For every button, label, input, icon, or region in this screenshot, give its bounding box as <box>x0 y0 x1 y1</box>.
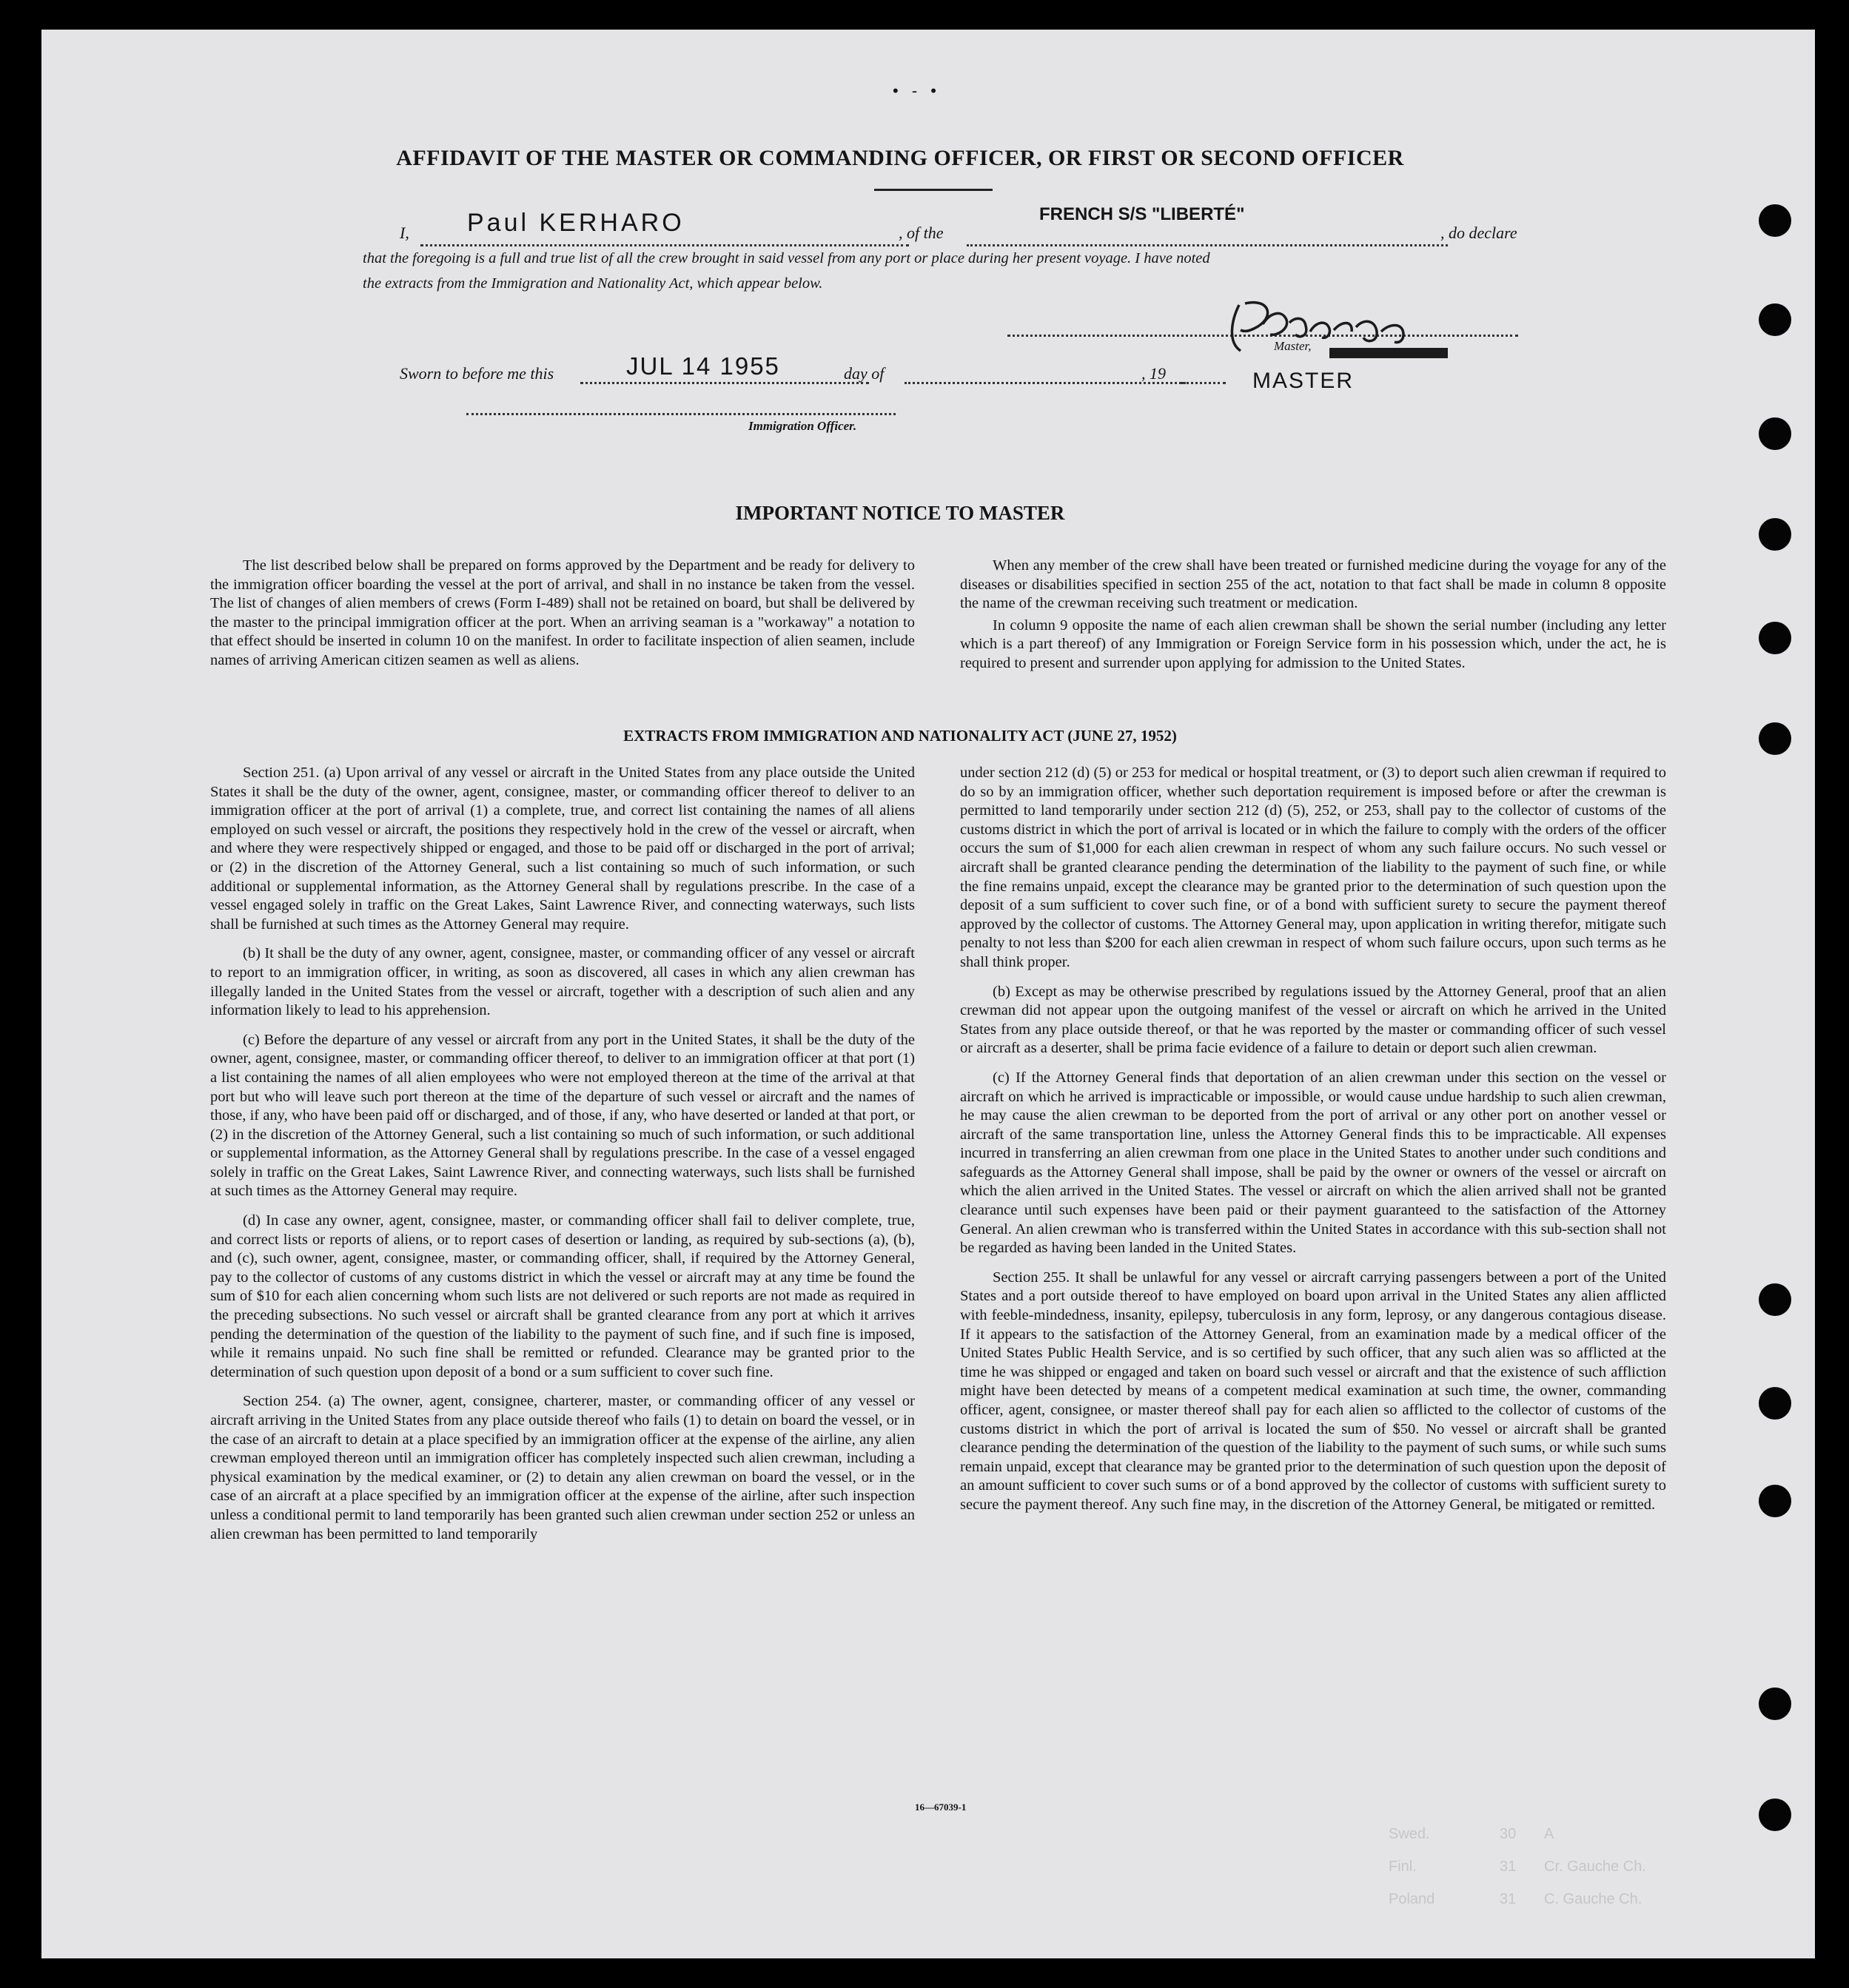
bleed-cell: Poland <box>1389 1891 1435 1907</box>
immigration-officer-label: Immigration Officer. <box>748 419 857 433</box>
name-line <box>420 244 909 246</box>
bleed-cell: Cr. Gauche Ch. <box>1544 1858 1646 1875</box>
binder-hole <box>1759 622 1791 654</box>
immigration-officer-line <box>466 413 896 415</box>
affidavit-title: AFFIDAVIT OF THE MASTER OR COMMANDING OFFICER, OR FIRST OR SECOND OFFICER <box>396 146 1404 170</box>
extract-paragraph: Section 254. (a) The owner, agent, consignee, charterer, master, or commanding officer of any vessel or aircraft arriving in the United States from any place outside thereof who fails (1) to detain on board the vessel, or in the case of an aircraft to detain at a place specified by an immigration officer at the expense of the airline, any alien crewman employed thereon until an immigration officer has completely inspected such alien crewman, including a physical examination by the medical examiner, or (2) to detain any alien crewman on board the vessel, or in the case of an aircraft at a place specified by an immigration officer at the expense of the airline, after such inspection unless a conditional permit to land temporarily has been granted such alien crewman under section 252 or unless an alien crewman has been permitted to land temporarily <box>210 1393 915 1542</box>
year-prefix: , 19 <box>1141 364 1166 383</box>
extract-paragraph: (b) Except as may be otherwise prescribed by regulations issued by the Attorney General, proof that an alien crewman did not appear upon the outgoing manifest of the vessel or aircraft on which he arrived in the United States from any place outside thereof, or that he was reported by the master or commanding officer of such vessel or aircraft as a deserter, shall be prima facie evidence of a failure to detain or deport such alien crewman. <box>960 983 1666 1057</box>
bleed-cell: Finl. <box>1389 1858 1417 1875</box>
sworn-label: Sworn to before me this <box>400 364 554 383</box>
binder-hole <box>1759 1283 1791 1316</box>
extract-paragraph: (c) If the Attorney General finds that deportation of an alien crewman under this section on the vessel or aircraft on which he arrived is impracticable or impossible, or would cause undue hardship to such alien crewman, he may cause the alien crewman to be deported from the port of arrival or any other port on another vessel or aircraft of the same transportation line, unless the Attorney General finds this to be impracticable. All expenses incurred in transferring an alien crewman from one place in the United States to another under such conditions and safeguards as the Attorney General shall impose, shall be paid by the owner or owners of the vessel or aircraft on which the alien arrived in the United States. The vessel or aircraft on which the alien arrived shall not be granted clearance until such expenses have been paid or their payment guaranteed to the satisfaction of the Attorney General. An alien crewman who is transferred within the United States in accordance with this sub-section shall not be regarded as having been landed in the United States. <box>960 1069 1666 1257</box>
binder-hole <box>1759 303 1791 336</box>
bleed-through-rows <box>1389 1818 1677 1915</box>
extract-paragraph: under section 212 (d) (5) or 253 for medical or hospital treatment, or (3) to deport such alien crewman if required to do so by an immigration officer, whether such deportation requirement is imposed before or after the crewman is permitted to land temporarily under section 212 (d) (5), 252, or 253, shall pay to the collector of customs of the customs district in which the port of arrival is located or in which the failure to comply with the orders of the officer occurs the sum of $1,000 for each alien crewman in respect of whom any such failure occurs. No such vessel or aircraft shall be granted clearance pending the determination of the liability to the payment of such fine, or while the fine remains unpaid, except the clearance may be granted prior to the determination of such question upon the deposit of a sum sufficient to cover such fine, or of a bond with sufficient surety to secure the payment thereof approved by the collector of customs. The Attorney General may, upon application in writing therefor, mitigate such penalty to not less than $200 for each alien crewman in respect of whom such failure occurs, upon such terms as he shall think proper. <box>960 765 1666 970</box>
extract-paragraph: Section 255. It shall be unlawful for any vessel or aircraft carrying passengers between a port of the United States and a port outside thereof to have employed on board upon arrival in the United States any alien afflicted with feeble-mindedness, insanity, epilepsy, tuberculosis in any form, leprosy, or any dangerous contagious disease. If it appears to the satisfaction of the Attorney General, from an examination made by a medical officer of the United States Public Health Service, and is so certified by such officer, that any such alien was so afflicted at the time he was shipped or engaged and taken on board such vessel or aircraft and that the existence of such affliction might have been detected by means of a competent medical examination at such time, the owner, commanding officer, agent, consignee, or master thereof shall pay for each alien so afflicted to the collector of customs of the customs district in which the port of arrival is located the sum of $50. No vessel or aircraft shall be granted clearance pending the determination of the question of the liability to the payment of such sums, or while such sums remain unpaid, except that clearance may be granted prior to the determination of such question upon the deposit of an amount sufficient to cover such sums or of a bond approved by the collector of customs with sufficient surety to secure the payment thereof. Any such fine may, in the discretion of the Attorney General, be mitigated or remitted. <box>960 1269 1666 1513</box>
bleed-cell: 31 <box>1500 1891 1517 1907</box>
declaration-line-3: the extracts from the Immigration and Nationality Act, which appear below. <box>363 275 823 292</box>
master-typed: MASTER <box>1252 369 1355 393</box>
title-rule <box>874 189 993 191</box>
of-the-label: , of the <box>899 224 944 242</box>
binder-hole <box>1759 722 1791 755</box>
master-name: Paul KERHARO <box>467 209 685 237</box>
notice-right-column <box>960 557 1666 684</box>
i-label: I, <box>400 224 409 242</box>
master-signature <box>1218 290 1500 379</box>
stray-marks: • - • <box>893 81 941 100</box>
notice-paragraph: When any member of the crew shall have been treated or furnished medicine during the voyage for any of the diseases or disabilities specified in section 255 of the act, notation to that fact shall be made in column 8 opposite the name of the crewman receiving such treatment or medication. <box>960 557 1666 612</box>
bleed-cell: 31 <box>1500 1858 1517 1875</box>
binder-hole <box>1759 417 1791 450</box>
binder-hole <box>1759 1485 1791 1517</box>
binder-hole <box>1759 1688 1791 1720</box>
sworn-date-stamp: JUL 14 1955 <box>626 352 780 380</box>
bleed-cell: A <box>1544 1826 1554 1842</box>
bleed-cell: 30 <box>1500 1826 1517 1842</box>
binder-hole <box>1759 518 1791 551</box>
notice-paragraph: The list described below shall be prepared on forms approved by the Department and be ready for delivery to the immigration officer boarding the vessel at the port of arrival, and shall in no instance be taken from the vessel. The list of changes of alien members of crews (Form I-489) shall not be retained on board, but shall be delivered by the master to the principal immigration officer at the port. When an arriving seaman is a "workaway" a notation to that effect should be inserted in column 10 on the manifest. In order to facilitate inspection of alien seamen, include names of arriving American citizen seamen as well as aliens. <box>210 557 915 668</box>
extract-paragraph: (d) In case any owner, agent, consignee, master, or commanding officer shall fail to deliver complete, true, and correct lists or reports of aliens, or to report cases of desertion or landing, as required by sub-sections (a), (b), and (c), such owner, agent, consignee, master, or commanding officer, shall, if required by the Attorney General, pay to the collector of customs of any customs district in which the vessel or aircraft may at any time be found the sum of $10 for each alien concerning whom such lists are not delivered or such reports are not made as required in the preceding subsections. No such vessel or aircraft shall be granted clearance from any port at which it arrives pending the determination of the question of the liability to the payment of such fine, and if such fine is imposed, while it remains unpaid. No such fine shall be remitted or refunded. Clearance may be granted prior to the determination of such question upon deposit of a bond or a sum sufficient to cover such fine. <box>210 1212 915 1380</box>
vessel-line <box>967 244 1448 246</box>
bleed-row <box>1389 1818 1677 1850</box>
extract-paragraph: Section 251. (a) Upon arrival of any vessel or aircraft in the United States from any place outside the United States it shall be the duty of the owner, agent, consignee, master, or commanding officer thereof to deliver to an immigration officer at the port of arrival (1) a complete, true, and correct list containing the names of all aliens employed on such vessel or aircraft, the positions they respectively hold in the crew of the vessel or aircraft, when and where they were respectively shipped or engaged, and those to be paid off or discharged in the port of arrival; or (2) in the discretion of the Attorney General, such a list containing so much of such information, or such additional or supplemental information, as the Attorney General shall by regulations prescribe. In the case of a vessel engaged solely in traffic on the Great Lakes, Saint Lawrence River, and connecting waterways, such lists shall be furnished at such times as the Attorney General may require. <box>210 765 915 933</box>
extracts-right-column <box>960 764 1666 1525</box>
extracts-title: EXTRACTS FROM IMMIGRATION AND NATIONALITY ACT (JUNE 27, 1952) <box>623 727 1177 745</box>
vessel-name: FRENCH S/S "LIBERTÉ" <box>1039 204 1245 224</box>
form-number: 16—67039-1 <box>915 1801 967 1813</box>
declaration-line-2: that the foregoing is a full and true list of all the crew brought in said vessel from any port or place during her present voyage. I have noted <box>363 250 1210 266</box>
binder-hole <box>1759 204 1791 237</box>
master-label: Master, <box>1274 339 1312 353</box>
bleed-cell: Swed. <box>1389 1826 1430 1842</box>
day-of-label: day of <box>844 364 885 383</box>
notice-title: IMPORTANT NOTICE TO MASTER <box>735 502 1065 524</box>
document-page <box>41 30 1815 1958</box>
year-line <box>1181 382 1226 384</box>
extract-paragraph: (b) It shall be the duty of any owner, agent, consignee, master, or commanding officer of any vessel or aircraft to report to an immigration officer, in writing, as soon as discovered, all cases in which any alien crewman has illegally landed in the United States from the vessel or aircraft, together with a description of such alien and any information likely to lead to his apprehension. <box>210 945 915 1019</box>
binder-hole <box>1759 1387 1791 1420</box>
extract-paragraph: (c) Before the departure of any vessel or aircraft from any port in the United States, it shall be the duty of the owner, agent, consignee, master, or commanding officer thereof, to deliver to an immigration officer at that port (1) a list containing the names of all alien employees who were not employed thereon at the time of the arrival at that port but who will leave such port thereon at the time of the departure of such vessel or aircraft and the names of those, if any, who have been paid off or discharged, and of those, if any, who have deserted or landed at that port, or (2) in the discretion of the Attorney General, such a list containing so much of such information, or such additional or supplemental information, as the Attorney General shall by regulations prescribe. In the case of a vessel engaged solely in traffic on the Great Lakes, Saint Lawrence River, and connecting waterways, such lists shall be furnished at such times as the Attorney General may require. <box>210 1031 915 1200</box>
do-declare-label: , do declare <box>1440 224 1517 242</box>
extracts-left-column <box>210 764 915 1554</box>
bleed-cell: C. Gauche Ch. <box>1544 1891 1642 1907</box>
notice-paragraph: In column 9 opposite the name of each alien crewman shall be shown the serial number (including any letter which is a part thereof) of any Immigration or Foreign Service form in his possession which, under the act, he is required to present and surrender upon applying for admission to the United States. <box>960 617 1666 671</box>
sworn-date-line <box>580 382 869 384</box>
bleed-row <box>1389 1850 1677 1883</box>
bleed-row <box>1389 1883 1677 1915</box>
notice-left-column <box>210 557 915 681</box>
binder-hole <box>1759 1799 1791 1831</box>
